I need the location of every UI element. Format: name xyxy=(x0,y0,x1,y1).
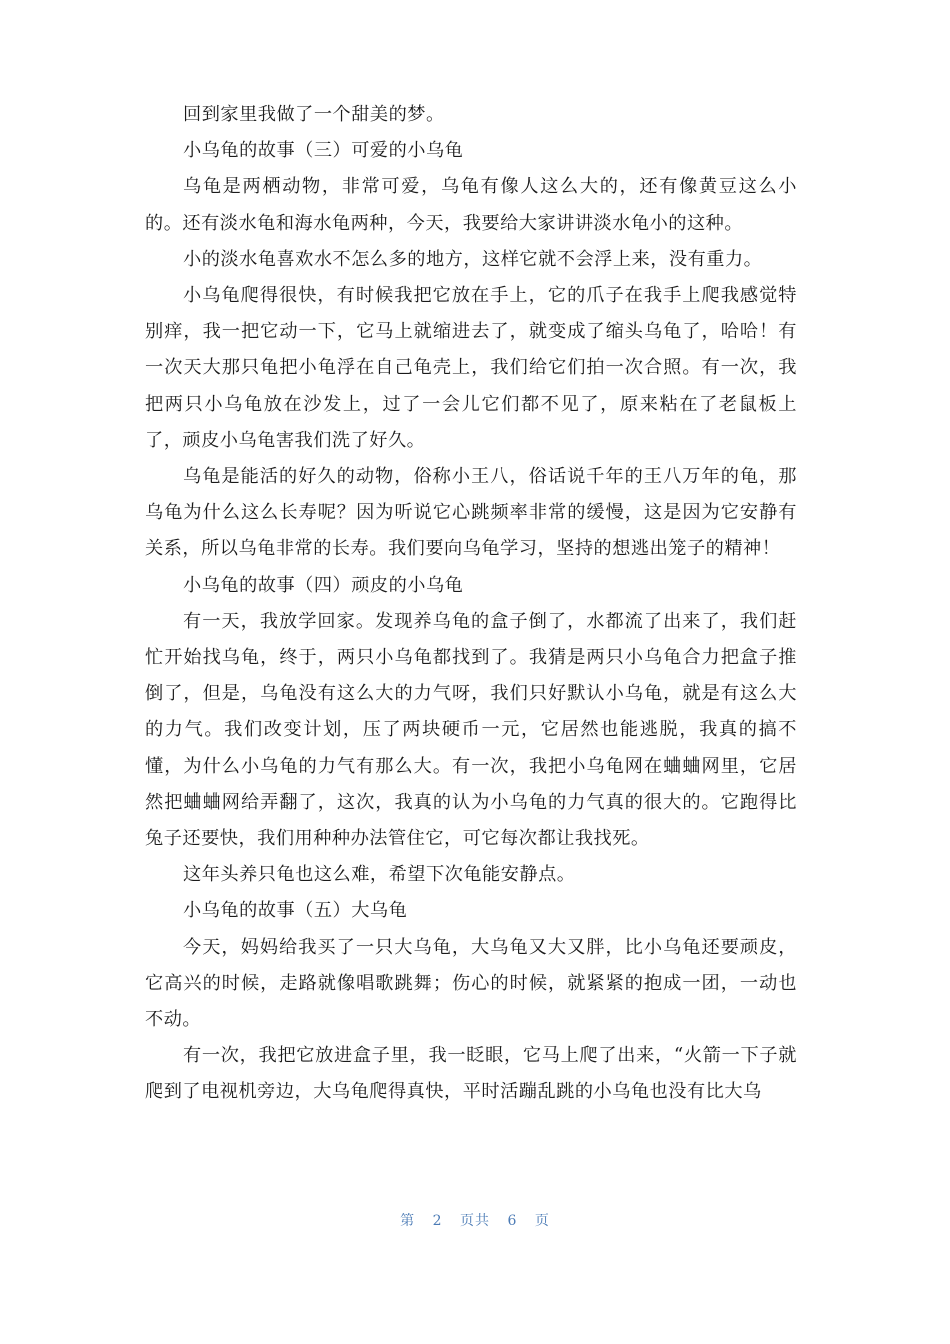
page-label-suffix: 页 xyxy=(534,1213,550,1229)
paragraph: 小的淡水龟喜欢水不怎么多的地方，这样它就不会浮上来，没有重力。 xyxy=(183,248,763,270)
paragraph: 回到家里我做了一个甜美的梦。 xyxy=(183,104,445,125)
paragraph: 乌龟是能活的好久的动物，俗称小王八，俗话说千年的王八万年的龟，那乌龟为什么这么长寿呢？因为听说它心跳频率非常的缓慢，这是因为它安静有关系，所以乌龟非常的长寿。我们要向乌龟学习，坚持的想逃出笼子的精神！ xyxy=(145,466,797,560)
page-label-prefix: 第 xyxy=(400,1213,416,1229)
page-footer xyxy=(0,1210,950,1230)
section-heading: 小乌龟的故事（三）可爱的小乌龟 xyxy=(183,140,464,162)
paragraph: 乌龟是两栖动物，非常可爱，乌龟有像人这么大的，还有像黄豆这么小的。还有淡水龟和海水龟两种，今天，我要给大家讲讲淡水龟小的这种。 xyxy=(145,176,797,234)
total-pages-number: 6 xyxy=(507,1213,518,1229)
current-page-number: 2 xyxy=(432,1213,443,1229)
section-heading: 小乌龟的故事（五）大乌龟 xyxy=(183,900,408,922)
document-body xyxy=(145,97,797,1111)
page-label-middle: 页共 xyxy=(460,1213,490,1229)
paragraph: 有一次，我把它放进盒子里，我一眨眼，它马上爬了出来，“火箭一下子就爬到了电视机旁边，大乌龟爬得真快，平时活蹦乱跳的小乌龟也没有比大乌 xyxy=(145,1045,797,1103)
paragraph: 小乌龟爬得很快，有时候我把它放在手上，它的爪子在我手上爬我感觉特别痒，我一把它动一下，它马上就缩进去了，就变成了缩头乌龟了，哈哈！有一次天大那只龟把小龟浮在自己龟壳上，我们给它们拍一次合照。有一次，我把两只小乌龟放在沙发上，过了一会儿它们都不见了，原来粘在了老鼠板上了，顽皮小乌龟害我们洗了好久。 xyxy=(145,285,797,451)
paragraph: 这年头养只龟也这么难，希望下次龟能安静点。 xyxy=(183,864,576,886)
section-heading: 小乌龟的故事（四）顽皮的小乌龟 xyxy=(183,574,464,596)
paragraph: 有一天，我放学回家。发现养乌龟的盒子倒了，水都流了出来了，我们赶忙开始找乌龟，终于，两只小乌龟都找到了。我猜是两只小乌龟合力把盒子推倒了，但是，乌龟没有这么大的力气呀，我们只好默认小乌龟，就是有这么大的力气。我们改变计划，压了两块硬币一元，它居然也能逃脱，我真的搞不懂，为什么小乌龟的力气有那么大。有一次，我把小乌龟网在蛐蛐网里，它居然把蛐蛐网给弄翻了，这次，我真的认为小乌龟的力气真的很大的。它跑得比兔子还要快，我们用种种办法管住它，可它每次都让我找死。 xyxy=(145,610,797,850)
paragraph: 今天，妈妈给我买了一只大乌龟，大乌龟又大又胖，比小乌龟还要顽皮，它高兴的时候，走路就像唱歌跳舞；伤心的时候，就紧紧的抱成一团，一动也不动。 xyxy=(145,936,797,1031)
